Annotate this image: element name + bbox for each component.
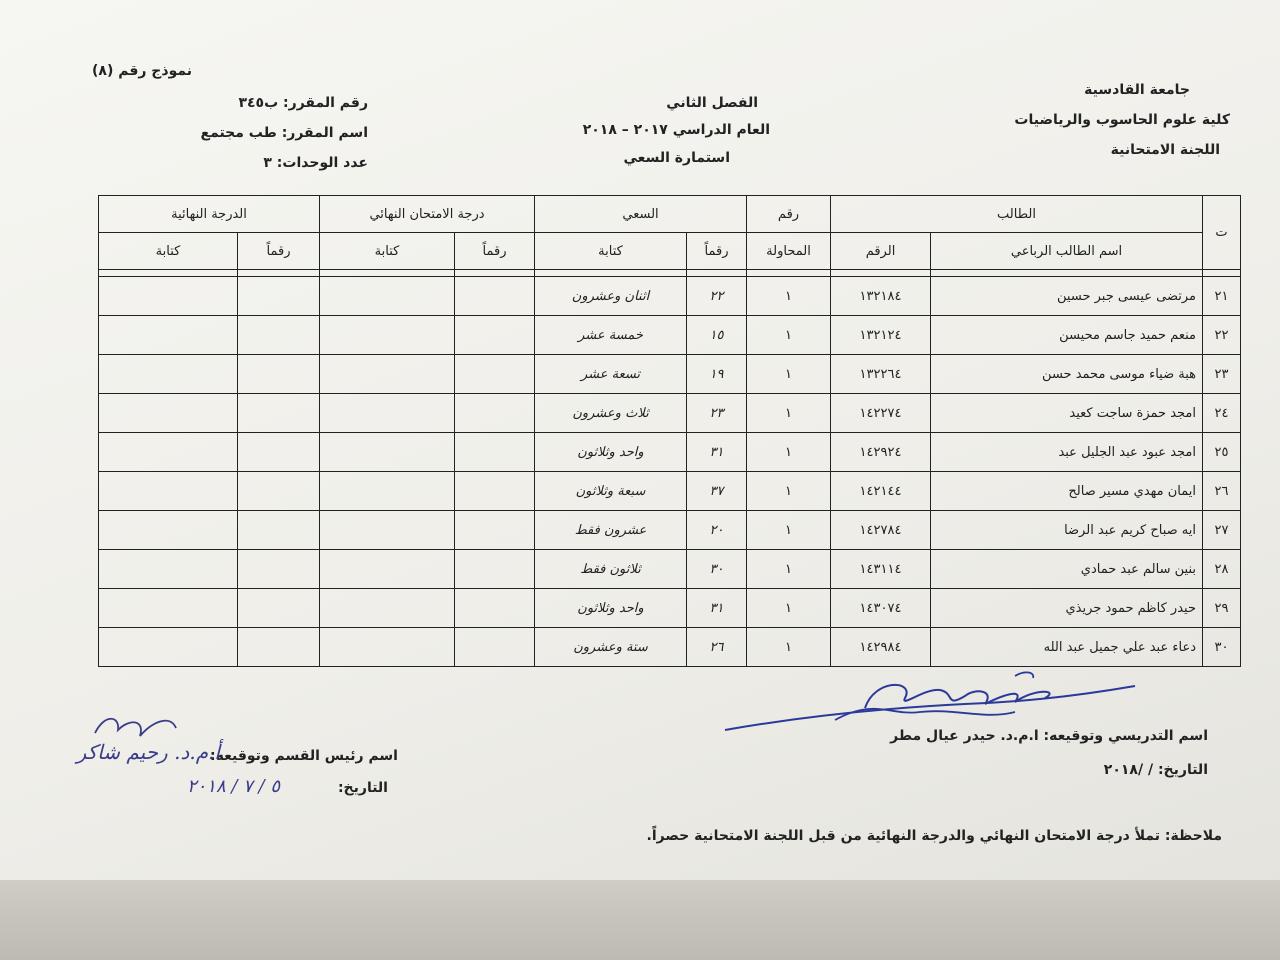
student-name-cell: مرتضى عيسى جبر حسين — [931, 277, 1203, 316]
instructor-name: اسم التدريسي وتوقيعه: ا.م.د. حيدر عيال مطر — [890, 728, 1208, 744]
effort-words-cell: خمسة عشر — [535, 316, 687, 355]
head-date-label: التاريخ: — [337, 780, 388, 796]
exam-digits-cell — [455, 355, 535, 394]
final-digits-cell — [238, 394, 320, 433]
effort-words-cell: عشرون فقط — [535, 511, 687, 550]
effort-digits-header: رقماً — [687, 233, 747, 270]
paper-fold-shadow — [0, 880, 1280, 960]
student-id-cell: ١٣٢١٨٤ — [831, 277, 931, 316]
attempt-header-top: رقم — [747, 196, 831, 233]
table-row — [99, 511, 1241, 550]
course-code: رقم المقرر: ب٣٤٥ — [238, 95, 368, 111]
attempt-cell: ١ — [747, 433, 831, 472]
final-words-cell — [99, 628, 238, 667]
table-row — [99, 589, 1241, 628]
attempt-cell: ١ — [747, 355, 831, 394]
effort-digits-cell: ٢٣ — [687, 394, 747, 433]
seq-header: ت — [1203, 196, 1241, 270]
effort-words-cell: تسعة عشر — [535, 355, 687, 394]
exam-words-cell — [320, 589, 455, 628]
student-id-cell: ١٣٢١٢٤ — [831, 316, 931, 355]
table-row — [99, 394, 1241, 433]
final-words-cell — [99, 550, 238, 589]
student-id-cell: ١٤٢١٤٤ — [831, 472, 931, 511]
student-name-cell: بنين سالم عبد حمادي — [931, 550, 1203, 589]
effort-words-cell: سبعة وثلاثون — [535, 472, 687, 511]
seq-cell: ٢٩ — [1203, 589, 1241, 628]
table-row — [99, 433, 1241, 472]
final-digits-cell — [238, 316, 320, 355]
final-words-cell — [99, 277, 238, 316]
head-date-value: ٥ / ٧ / ٢٠١٨ — [186, 776, 280, 797]
student-name-cell: ايه صباح كريم عبد الرضا — [931, 511, 1203, 550]
student-name-cell: هبة ضياء موسى محمد حسن — [931, 355, 1203, 394]
final-digits-cell — [238, 550, 320, 589]
seq-cell: ٢٢ — [1203, 316, 1241, 355]
seq-cell: ٢٤ — [1203, 394, 1241, 433]
attempt-cell: ١ — [747, 511, 831, 550]
final-exam-header: درجة الامتحان النهائي — [320, 196, 535, 233]
effort-words-cell: اثنان وعشرون — [535, 277, 687, 316]
header-row-bottom — [99, 233, 1241, 270]
effort-words-cell: ثلاثون فقط — [535, 550, 687, 589]
course-units: عدد الوحدات: ٣ — [263, 155, 368, 171]
attempt-cell: ١ — [747, 628, 831, 667]
effort-words-header: كتابة — [535, 233, 687, 270]
student-id-cell: ١٤٣١١٤ — [831, 550, 931, 589]
course-name: اسم المقرر: طب مجتمع — [200, 125, 368, 141]
table-row — [99, 472, 1241, 511]
exam-words-cell — [320, 628, 455, 667]
exam-words-cell — [320, 277, 455, 316]
effort-digits-cell: ٣٧ — [687, 472, 747, 511]
college-name: كلية علوم الحاسوب والرياضيات — [1014, 112, 1230, 128]
exam-words-cell — [320, 394, 455, 433]
exam-digits-cell — [455, 628, 535, 667]
exam-digits-cell — [455, 511, 535, 550]
final-words-cell — [99, 355, 238, 394]
exam-digits-cell — [455, 277, 535, 316]
student-name-cell: امجد حمزة ساجت كعيد — [931, 394, 1203, 433]
student-header: الطالب — [831, 196, 1203, 233]
seq-cell: ٢١ — [1203, 277, 1241, 316]
effort-digits-cell: ٣٠ — [687, 550, 747, 589]
final-grade-header: الدرجة النهائية — [99, 196, 320, 233]
university-name: جامعة القادسية — [1084, 82, 1190, 98]
seq-cell: ٢٨ — [1203, 550, 1241, 589]
exam-digits-cell — [455, 550, 535, 589]
final-words-header: كتابة — [99, 233, 238, 270]
final-words-cell — [99, 394, 238, 433]
student-name-cell: دعاء عبد علي جميل عبد الله — [931, 628, 1203, 667]
effort-digits-cell: ٣١ — [687, 433, 747, 472]
final-words-cell — [99, 472, 238, 511]
spacer-row — [99, 270, 1241, 277]
final-digits-cell — [238, 628, 320, 667]
attempt-cell: ١ — [747, 550, 831, 589]
student-name-header: اسم الطالب الرباعي — [931, 233, 1203, 270]
effort-words-cell: ثلاث وعشرون — [535, 394, 687, 433]
student-name-cell: منعم حميد جاسم محيسن — [931, 316, 1203, 355]
exam-digits-cell — [455, 589, 535, 628]
student-id-cell: ١٤٢٩٢٤ — [831, 433, 931, 472]
seq-cell: ٢٧ — [1203, 511, 1241, 550]
exam-words-cell — [320, 316, 455, 355]
student-name-cell: ايمان مهدي مسير صالح — [931, 472, 1203, 511]
table-body — [99, 277, 1241, 667]
semester: الفصل الثاني — [666, 95, 758, 111]
final-digits-cell — [238, 589, 320, 628]
form-title: استمارة السعي — [623, 150, 730, 166]
exam-words-cell — [320, 355, 455, 394]
final-digits-cell — [238, 511, 320, 550]
attempt-cell: ١ — [747, 316, 831, 355]
final-digits-header: رقماً — [238, 233, 320, 270]
form-number: نموذج رقم (٨) — [92, 63, 192, 79]
effort-digits-cell: ١٩ — [687, 355, 747, 394]
attempt-cell: ١ — [747, 472, 831, 511]
table-row — [99, 550, 1241, 589]
student-name-cell: حيدر كاظم حمود جريذي — [931, 589, 1203, 628]
exam-digits-cell — [455, 472, 535, 511]
effort-digits-cell: ٣١ — [687, 589, 747, 628]
instructor-date: التاريخ: / /٢٠١٨ — [1103, 762, 1208, 778]
final-digits-cell — [238, 355, 320, 394]
effort-table — [98, 195, 1241, 667]
final-digits-cell — [238, 277, 320, 316]
seq-cell: ٣٠ — [1203, 628, 1241, 667]
effort-words-cell: واحد وثلاثون — [535, 433, 687, 472]
table-row — [99, 316, 1241, 355]
academic-year: العام الدراسي ٢٠١٧ – ٢٠١٨ — [582, 122, 770, 138]
exam-words-header: كتابة — [320, 233, 455, 270]
committee-name: اللجنة الامتحانية — [1110, 142, 1220, 158]
student-id-cell: ١٤٣٠٧٤ — [831, 589, 931, 628]
note: ملاحظة: تملأ درجة الامتحان النهائي والدرجة النهائية من قبل اللجنة الامتحانية حصراً. — [646, 828, 1222, 844]
effort-digits-cell: ٢٢ — [687, 277, 747, 316]
head-label: اسم رئيس القسم وتوقيعه: — [210, 748, 398, 764]
effort-words-cell: ستة وعشرون — [535, 628, 687, 667]
student-id-cell: ١٣٢٢٦٤ — [831, 355, 931, 394]
effort-words-cell: واحد وثلاثون — [535, 589, 687, 628]
exam-words-cell — [320, 433, 455, 472]
table-row — [99, 277, 1241, 316]
exam-digits-cell — [455, 394, 535, 433]
final-words-cell — [99, 316, 238, 355]
exam-words-cell — [320, 511, 455, 550]
attempt-cell: ١ — [747, 589, 831, 628]
final-words-cell — [99, 511, 238, 550]
attempt-header-bottom: المحاولة — [747, 233, 831, 270]
effort-digits-cell: ٢٦ — [687, 628, 747, 667]
student-id-cell: ١٤٢٧٨٤ — [831, 511, 931, 550]
student-id-header: الرقم — [831, 233, 931, 270]
table-row — [99, 355, 1241, 394]
exam-words-cell — [320, 472, 455, 511]
attempt-cell: ١ — [747, 277, 831, 316]
effort-digits-cell: ٢٠ — [687, 511, 747, 550]
final-words-cell — [99, 589, 238, 628]
student-id-cell: ١٤٢٢٧٤ — [831, 394, 931, 433]
exam-digits-header: رقماً — [455, 233, 535, 270]
student-id-cell: ١٤٢٩٨٤ — [831, 628, 931, 667]
exam-digits-cell — [455, 433, 535, 472]
final-words-cell — [99, 433, 238, 472]
exam-digits-cell — [455, 316, 535, 355]
student-name-cell: امجد عبود عبد الجليل عبد — [931, 433, 1203, 472]
final-digits-cell — [238, 433, 320, 472]
seq-cell: ٢٥ — [1203, 433, 1241, 472]
seq-cell: ٢٦ — [1203, 472, 1241, 511]
head-signature-text: أ.م.د. رحيم شاكر — [76, 740, 220, 764]
effort-digits-cell: ١٥ — [687, 316, 747, 355]
final-digits-cell — [238, 472, 320, 511]
seq-cell: ٢٣ — [1203, 355, 1241, 394]
effort-header: السعي — [535, 196, 747, 233]
exam-words-cell — [320, 550, 455, 589]
header-row-top — [99, 196, 1241, 233]
attempt-cell: ١ — [747, 394, 831, 433]
table-row — [99, 628, 1241, 667]
